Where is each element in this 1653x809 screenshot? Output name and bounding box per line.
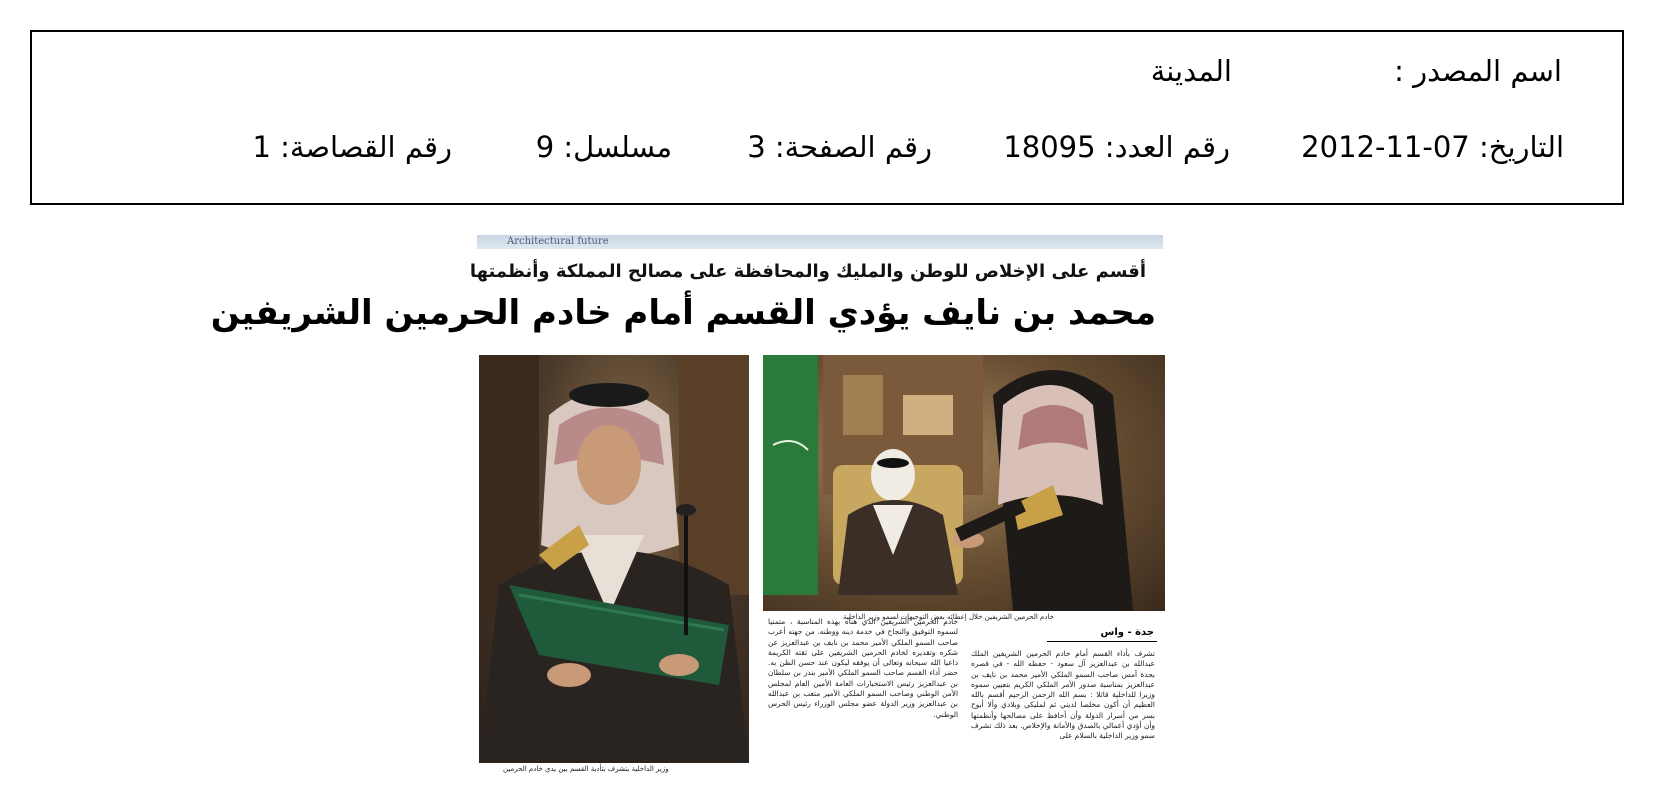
- article-body-column-1: تشرف بأداء القسم أمام خادم الحرمين الشريفين الملك عبدالله بن عبدالعزيز آل سعود - حفظه الله - في قصره بجدة أمس صاحب السمو الملكي الأمير محمد بن نايف بن عبدالعزيز بمناسبة صدور الأمر الملكي الكريم بتعيين سموه وزيرا للداخلية قائلا : بسم الله الرحمن الرحيم أقسم بالله العظيم أن أكون مخلصا لديني ثم لمليكي وبلادي وألا أبوح بسر من أسرار الدولة وأن أحافظ على مصالحها وأنظمتها وأن أؤدي أعمالي بالصدق والأمانة والإخلاص. بعد ذلك تشرف سمو وزير الداخلية بالسلام على: [971, 649, 1155, 741]
- page-number-field: رقم الصفحة: 3: [747, 130, 932, 164]
- photo-king-meeting-caption: خادم الحرمين الشريفين خلال إعطائه بعض التوجيهات لسمو وزير الداخلية: [843, 613, 1054, 621]
- photo-minister-oath-image: [479, 355, 749, 763]
- date-field: التاريخ: 07-11-2012: [1301, 130, 1564, 164]
- photo-king-meeting-image: [763, 355, 1165, 611]
- masthead-text: Architectural future: [507, 236, 609, 247]
- article-headline: محمد بن نايف يؤدي القسم أمام خادم الحرمين الشريفين: [210, 293, 1156, 333]
- article-byline: جدة - واس: [1100, 627, 1154, 638]
- article-kicker: أقسم على الإخلاص للوطن والمليك والمحافظة على مصالح المملكة وأنظمتها: [469, 261, 1146, 282]
- article-body-column-2: خادم الحرمين الشريفين الذي هنأه بهذه المناسبة ، متمنيا لسموه التوفيق والنجاح في خدمة دينه ووطنه. من جهته أعرب صاحب السمو الملكي الأمير محمد بن نايف بن عبدالعزيز عن شكره وتقديره لخادم الحرمين الشريفين على ثقته الكريمة داعيا الله سبحانه وتعالى أن يوفقه ليكون عند حسن الظن به. حضر أداء القسم صاحب السمو الملكي الأمير بندر بن سلطان بن عبدالعزيز رئيس الاستخبارات العامة الأمين العام لمجلس الأمن الوطني وصاحب السمو الملكي الأمير متعب بن عبدالله بن عبدالعزيز وزير الدولة عضو مجلس الوزراء رئيس الحرس الوطني.: [768, 617, 958, 719]
- photo-king-meeting: [763, 355, 1165, 611]
- source-label: اسم المصدر :: [1394, 54, 1562, 88]
- photo-minister-oath-caption: وزير الداخلية يتشرف بتأدية القسم بين يدي خادم الحرمين: [503, 765, 669, 773]
- issue-number-field: رقم العدد: 18095: [1003, 130, 1230, 164]
- newspaper-clipping: [210, 235, 1166, 783]
- header-info-box: [30, 30, 1624, 205]
- source-value: المدينة: [1150, 54, 1232, 88]
- clipping-number-field: رقم القصاصة: 1: [252, 130, 452, 164]
- photo-minister-oath: [479, 355, 749, 763]
- byline-rule: [1047, 641, 1157, 642]
- serial-field: مسلسل: 9: [535, 130, 672, 164]
- masthead-strip: [477, 235, 1163, 249]
